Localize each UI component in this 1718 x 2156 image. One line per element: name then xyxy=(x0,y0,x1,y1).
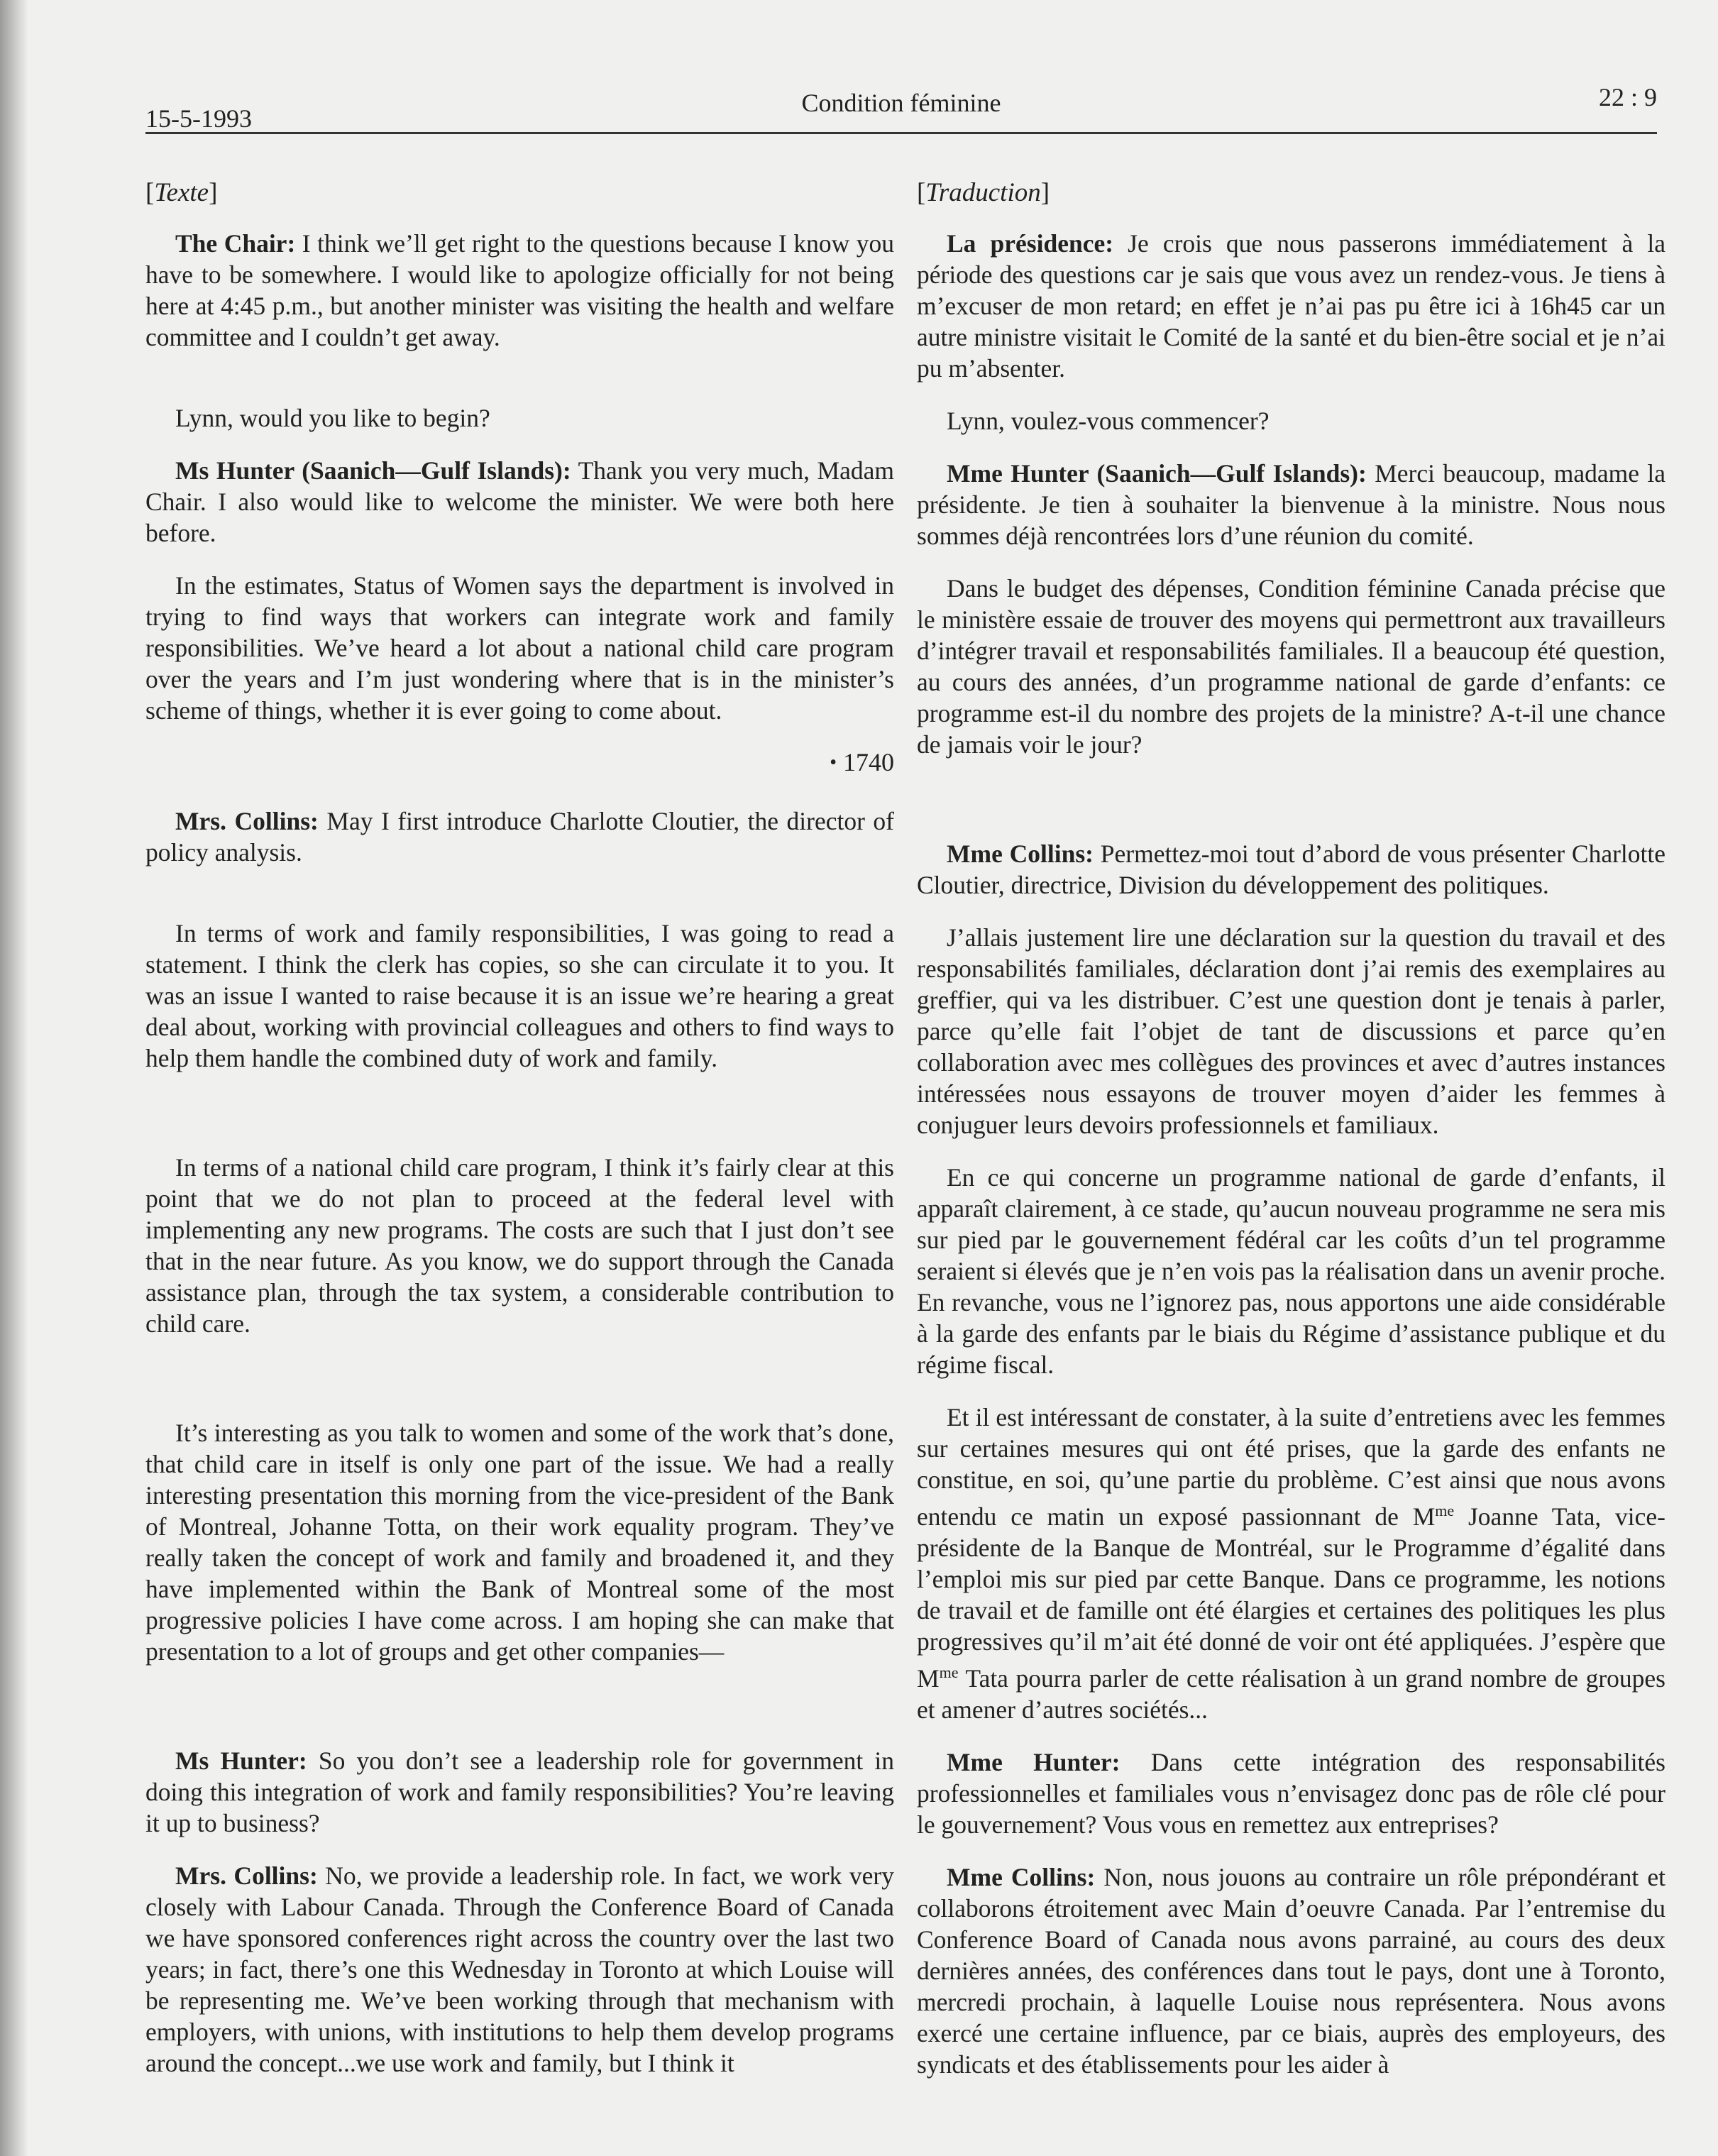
paragraph xyxy=(917,922,1665,1140)
french-column xyxy=(917,177,1665,2101)
paragraph xyxy=(917,1162,1665,1380)
paragraph xyxy=(917,228,1665,384)
paragraph xyxy=(145,228,894,353)
speaker-name: Ms Hunter: xyxy=(175,1747,307,1775)
paragraph-text: Merci beaucoup, madame la présidente. Je tien à souhaiter la bienvenue à la ministre. Nous nous sommes déjà rencontrées lors d’une réunion du comité. xyxy=(917,459,1665,550)
time-marker-value: 1740 xyxy=(843,748,894,776)
paragraph xyxy=(145,1745,894,1839)
header-date: 15-5-1993 xyxy=(145,104,252,133)
paragraph-text: Dans le budget des dépenses, Condition féminine Canada précise que le ministère essaie de trouver des moyens qui permettront aux travailleurs d’intégrer travail et responsabilités familiales. Il a beaucoup été question, au cours des années, d’un programme national de garde d’enfants: ce programme est-il du nombre des projets de la ministre? A-t-il une chance de jamais voir le jour? xyxy=(917,574,1665,759)
paragraph xyxy=(145,918,894,1074)
paragraph xyxy=(145,402,894,434)
paragraph-text: Lynn, would you like to begin? xyxy=(175,404,490,432)
paragraph-text: In the estimates, Status of Women says the department is involved in trying to find ways that workers can integrate work and family responsibilities. We’ve heard a lot about a national child care program over the years and I’m just wondering where that is in the minister’s scheme of things, whether it is ever going to come about. xyxy=(145,571,894,725)
header-title: Condition féminine xyxy=(801,89,1001,117)
paragraph-text: So you don’t see a leadership role for government in doing this integration of work and family responsibilities? You’re leaving it up to business? xyxy=(145,1747,894,1837)
paragraph xyxy=(917,573,1665,760)
page-header xyxy=(145,78,1657,134)
paragraph-text: In terms of a national child care program, I think it’s fairly clear at this point that we do not plan to proceed at the federal level with implementing any new programs. The costs are such that I just don’t see that in the near future. As you know, we do support through the Canada assistance plan, through the tax system, a considerable contribution to child care. xyxy=(145,1153,894,1338)
speaker-name: Mme Collins: xyxy=(947,840,1094,868)
paragraph-text: Permettez-moi tout d’abord de vous présenter Charlotte Cloutier, directrice, Division du développement des politiques. xyxy=(917,840,1665,899)
paragraph xyxy=(917,838,1665,901)
time-marker xyxy=(145,747,894,777)
paragraph-text: Lynn, voulez-vous commencer? xyxy=(947,407,1270,435)
paragraph xyxy=(145,1860,894,2079)
speaker-name: Mme Hunter: xyxy=(947,1747,1120,1776)
paragraph xyxy=(145,1152,894,1339)
bullet-icon: • xyxy=(830,752,837,774)
paragraph xyxy=(917,1861,1665,2080)
paragraph xyxy=(145,570,894,726)
paragraph-text: En ce qui concerne un programme national de garde d’enfants, il apparaît clairement, à ce stade, qu’aucun nouveau programme ne sera mis sur pied par le gouvernement fédéral car les coûts d’un tel programme seraient si élevés que je n’en vois pas la réalisation dans un avenir proche. En revanche, vous ne l’ignorez pas, nous apportons une aide considérable à la garde des enfants par le biais du Régime d’assistance publique et du régime fiscal. xyxy=(917,1163,1665,1379)
speaker-name: Mme Collins: xyxy=(947,1862,1096,1891)
paragraph-text: In terms of work and family responsibilities, I was going to read a statement. I think the clerk has copies, so she can circulate it to you. It was an issue I wanted to raise because it is an issue we’re hearing a great deal about, working with provincial colleagues and others to find ways to help them handle the combined duty of work and family. xyxy=(145,919,894,1072)
paragraph-text: J’allais justement lire une déclaration sur la question du travail et des responsabilités familiales, déclaration dont j’ai remis des exemplaires au greffier, qui va les distribuer. C’est une question dont je tenais à parler, parce qu’elle fait l’objet de tant de discussions et parce qu’en collaboration avec mes collègues des provinces et avec d’autres instances intéressées nous essayons de trouver moyen d’aider les femmes à conjuguer leurs devoirs professionnels et familiaux. xyxy=(917,923,1665,1139)
paragraph-text: It’s interesting as you talk to women and some of the work that’s done, that child care in itself is only one part of the issue. We had a really interesting presentation this morning from the vice-president of the Bank of Montreal, Johanne Totta, on their work equality program. They’ve really taken the concept of work and family and broadened it, and they have implemented within the Bank of Montreal some of the most progressive policies I have come across. I am hoping she can make that presentation to a lot of groups and get other companies— xyxy=(145,1419,894,1666)
speaker-name: Mrs. Collins: xyxy=(175,807,319,835)
paragraph-text: Non, nous jouons au contraire un rôle prépondérant et collaborons étroitement avec Main d’oeuvre Canada. Par l’entremise du Conference Board of Canada nous avons parrainé, au cours des deux dernières années, des conférences dans tout le pays, dont une à Toronto, mercredi prochain, à laquelle Louise nous représentera. Nous avons exercé une certaine influence, par ce biais, auprès des employeurs, des syndicats et des établissements pour les aider à xyxy=(917,1862,1665,2079)
paragraph-text: Thank you very much, Madam Chair. I also would like to welcome the minister. We were both here before. xyxy=(145,456,894,547)
paragraph xyxy=(917,1747,1665,1840)
page-edge-shadow xyxy=(0,0,28,2156)
paragraph-text: I think we’ll get right to the questions because I know you have to be somewhere. I would like to apologize officially for not being here at 4:45 p.m., but another minister was visiting the health and welfare committee and I couldn’t get away. xyxy=(145,229,894,351)
speaker-name: Mrs. Collins: xyxy=(175,1861,318,1890)
section-tag-texte: [Texte] xyxy=(145,178,218,207)
english-column xyxy=(145,177,894,2100)
paragraph xyxy=(145,805,894,868)
paragraph-text: Je crois que nous passerons immédiatement à la période des questions car je sais que vous avez un rendez-vous. Je tiens à m’excuser de mon retard; en effet je n’ai pas pu être ici à 16h45 car un autre ministre visitait le Comité de la santé et du bien-être social et je n’ai pu m’absenter. xyxy=(917,229,1665,383)
paragraph xyxy=(145,1417,894,1667)
paragraph-text: Dans cette intégration des responsabilités professionnelles et familiales vous n’envisagez donc pas de rôle clé pour le gouvernement? Vous vous en remettez aux entreprises? xyxy=(917,1747,1665,1839)
section-tag-traduction: [Traduction] xyxy=(917,178,1050,207)
paragraph-text: May I first introduce Charlotte Cloutier, the director of policy analysis. xyxy=(145,807,894,867)
speaker-name: The Chair: xyxy=(175,229,296,258)
speaker-name: Mme Hunter (Saanich—Gulf Islands): xyxy=(947,459,1367,488)
paragraph xyxy=(145,455,894,549)
header-page-number: 22 : 9 xyxy=(1598,83,1657,111)
speaker-name: La présidence: xyxy=(947,229,1114,258)
paragraph xyxy=(917,458,1665,551)
speaker-name: Ms Hunter (Saanich—Gulf Islands): xyxy=(175,456,571,485)
paragraph-text: No, we provide a leadership role. In fact, we work very closely with Labour Canada. Through the Conference Board of Canada we have sponsored conferences right across the country over the last two years; in fact, there’s one this Wednesday in Toronto at which Louise will be representing me. We’ve been working through that mechanism with employers, with unions, with institutions to help them develop programs around the concept...we use work and family, but I think it xyxy=(145,1861,894,2077)
paragraph xyxy=(917,405,1665,436)
paragraph: Et il est intéressant de constater, à la suite d’entretiens avec les femmes sur certaines mesures qui ont été prises, que la garde des enfants ne constitue, en soi, qu’une partie du problème. C’est ainsi que nous avons entendu ce matin un exposé passionnant de $M^{me}$ Joanne Tata, vice-présidente de la Banque de Montréal, sur le Programme d’égalité dans l’emploi mis sur pied par cette Banque. Dans ce programme, les notions de travail et de famille ont été élargies et certaines des politiques les plus progressives qu’il m’ait été donné de voir ont été appliquées. J’espère que $M^{me}$ Tata pourra parler de cette réalisation à un grand nombre de groupes et amener d’autres sociétés... xyxy=(917,1403,1665,1724)
